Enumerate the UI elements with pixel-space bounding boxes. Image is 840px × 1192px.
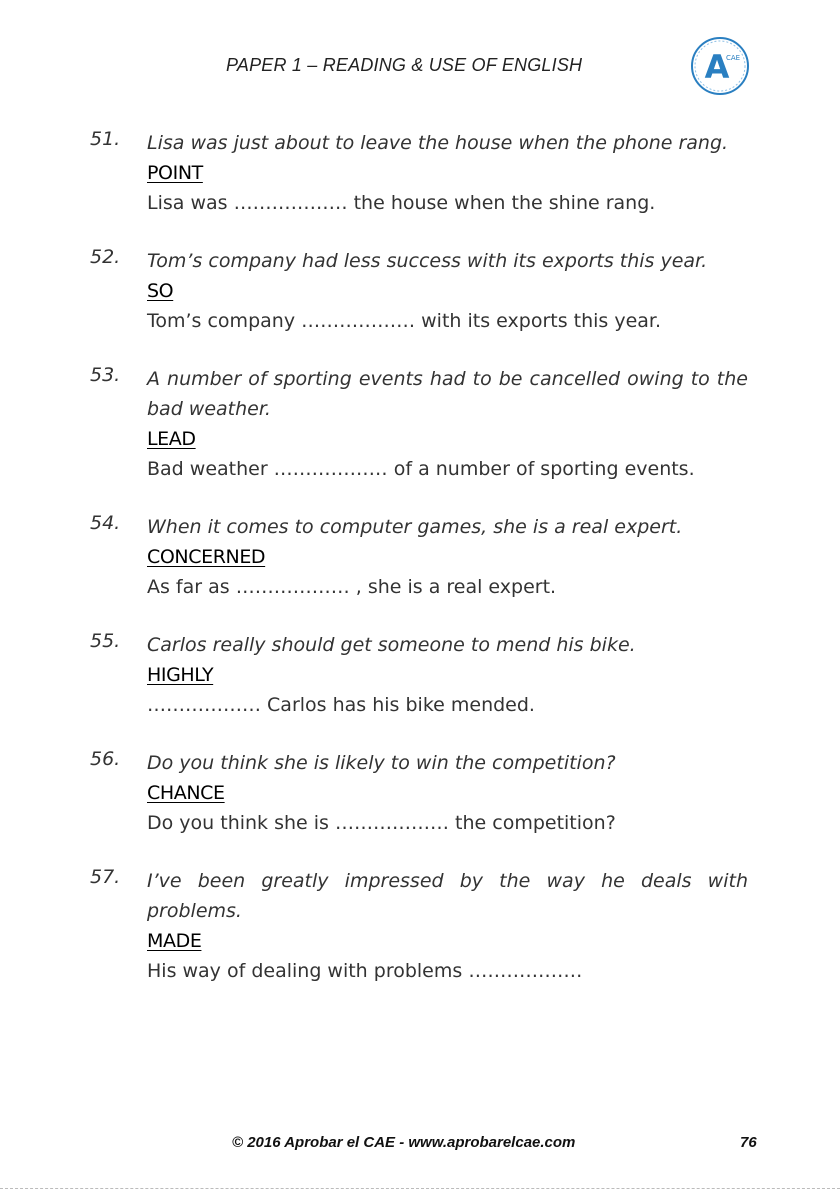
- item-number: 53.: [90, 364, 121, 386]
- item-number: 52.: [90, 246, 121, 268]
- cae-a-logo-icon: [690, 36, 750, 96]
- item-keyword: POINT: [147, 162, 203, 184]
- item-answer: As far as ……………… , she is a real expert.: [147, 576, 557, 598]
- item-number: 57.: [90, 866, 121, 888]
- item-keyword: CONCERNED: [147, 546, 266, 568]
- svg-text:A: A: [704, 48, 730, 86]
- item-answer: His way of dealing with problems ………………: [147, 960, 583, 982]
- page-number: 76: [740, 1134, 757, 1151]
- item-keyword: LEAD: [147, 428, 196, 450]
- exercise-item: [90, 246, 750, 336]
- exercise-item: [90, 866, 750, 986]
- item-answer: Bad weather ……………… of a number of sporting events.: [147, 458, 695, 480]
- item-prompt: When it comes to computer games, she is a real expert.: [147, 516, 683, 538]
- exercise-item: [90, 128, 750, 218]
- transformation-exercises: [90, 128, 750, 1014]
- bottom-divider: [0, 1188, 840, 1189]
- item-prompt-line: I’ve been greatly impressed by the way he deals with: [147, 870, 748, 892]
- item-prompt: [147, 866, 748, 926]
- item-number: 51.: [90, 128, 121, 150]
- exercise-item: [90, 748, 750, 838]
- item-keyword: HIGHLY: [147, 664, 214, 686]
- item-prompt-line: problems.: [147, 900, 242, 922]
- item-answer: Lisa was ……………… the house when the shine rang.: [147, 192, 656, 214]
- item-prompt: Lisa was just about to leave the house when the phone rang.: [147, 132, 729, 154]
- exercise-item: [90, 512, 750, 602]
- item-number: 55.: [90, 630, 121, 652]
- svg-text:CAE: CAE: [725, 54, 741, 62]
- exercise-item: [90, 364, 750, 484]
- item-keyword: SO: [147, 280, 174, 302]
- item-prompt: A number of sporting events had to be cancelled owing to the bad weather.: [147, 368, 748, 420]
- exercise-item: [90, 630, 750, 720]
- item-prompt: Carlos really should get someone to mend his bike.: [147, 634, 636, 656]
- item-prompt: Do you think she is likely to win the competition?: [147, 752, 616, 774]
- item-answer: Do you think she is ……………… the competition?: [147, 812, 616, 834]
- page-header-title: PAPER 1 – READING & USE OF ENGLISH: [226, 55, 583, 75]
- item-answer: ……………… Carlos has his bike mended.: [147, 694, 535, 716]
- item-keyword: MADE: [147, 930, 202, 952]
- item-prompt: Tom’s company had less success with its exports this year.: [147, 250, 708, 272]
- item-number: 56.: [90, 748, 121, 770]
- item-keyword: CHANCE: [147, 782, 225, 804]
- item-number: 54.: [90, 512, 121, 534]
- item-answer: Tom’s company ……………… with its exports this year.: [147, 310, 662, 332]
- footer-copyright: © 2016 Aprobar el CAE - www.aprobarelcae.com: [232, 1134, 576, 1151]
